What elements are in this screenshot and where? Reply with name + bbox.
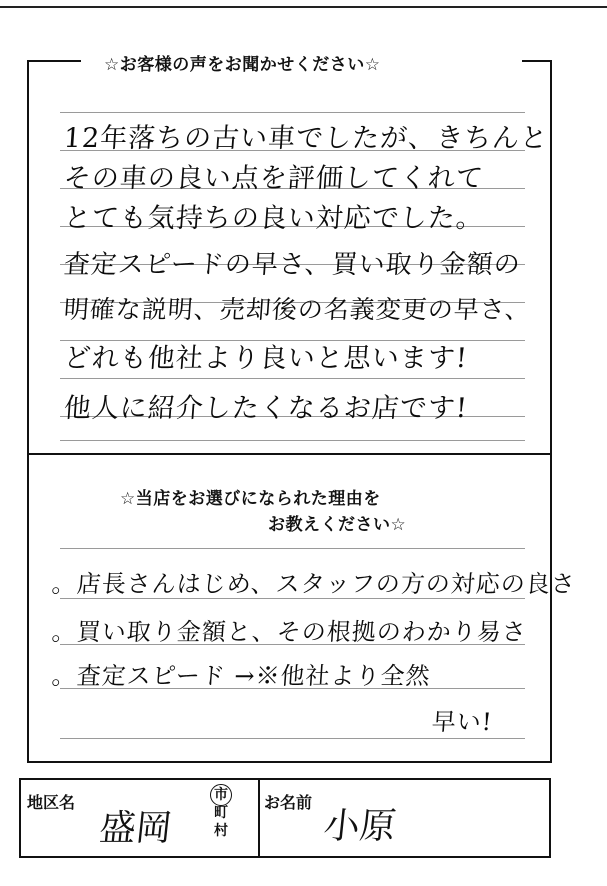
comment-line-5: 明確な説明、売却後の名義変更の早さ、 — [62, 295, 532, 324]
frame-top-left — [27, 60, 81, 62]
city-type-options — [212, 786, 230, 840]
reason-line-4: 早い! — [430, 708, 494, 736]
comment-line-2: その車の良い点を評価してくれて — [62, 163, 485, 194]
city-option-shi: 市 — [214, 787, 228, 803]
guide-line — [60, 738, 525, 739]
section-divider — [27, 453, 552, 455]
comment-line-3: とても気持ちの良い対応でした。 — [62, 203, 485, 234]
reason-line-2: 。買い取り金額と、その根拠のわかり易さ — [50, 618, 528, 646]
top-rule — [0, 6, 607, 8]
comment-line-7: 他人に紹介したくなるお店です! — [62, 393, 469, 424]
area-value: 盛岡 — [97, 808, 174, 849]
info-separator — [258, 778, 260, 858]
frame-top-right — [522, 60, 552, 62]
comment-line-1: 12年落ちの古い車でしたが、きちんと — [62, 123, 550, 154]
section1-heading: ☆お客様の声をお聞かせください☆ — [104, 55, 381, 75]
section2-heading-line2: お教えください☆ — [268, 515, 407, 535]
city-option-mura: 村 — [214, 823, 228, 839]
guide-line — [60, 112, 525, 113]
city-option-machi: 町 — [214, 805, 228, 821]
reason-line-3: 。査定スピード →※他社より全然 — [50, 662, 432, 690]
section2-heading-line1: ☆当店をお選びになられた理由を — [120, 489, 381, 509]
comment-line-6: どれも他社より良いと思います! — [62, 343, 469, 374]
name-label: お名前 — [264, 793, 313, 812]
guide-line — [60, 548, 525, 549]
reason-line-1: 。店長さんはじめ、スタッフの方の対応の良さ — [50, 570, 577, 598]
name-value: 小原 — [321, 806, 398, 847]
comment-line-4: 査定スピードの早さ、買い取り金額の — [62, 250, 522, 280]
guide-line — [60, 440, 525, 441]
guide-line — [60, 378, 525, 379]
area-label: 地区名 — [27, 793, 76, 812]
